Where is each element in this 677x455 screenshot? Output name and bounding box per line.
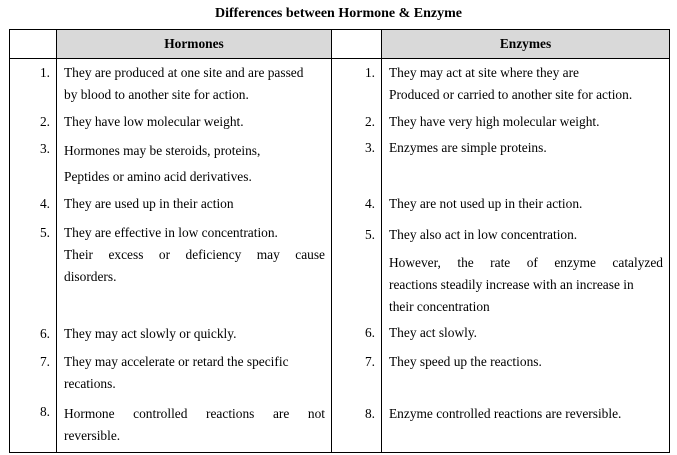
enzyme-number: 6.	[332, 322, 382, 351]
enzyme-text	[382, 222, 670, 322]
enzyme-number: 4.	[332, 193, 382, 222]
text-line: However, the rate of enzyme catalyzed	[389, 254, 663, 270]
hormone-number: 2.	[10, 109, 57, 137]
text-line: They have very high molecular weight.	[389, 113, 600, 129]
hormone-number: 1.	[10, 59, 57, 109]
enzyme-text	[382, 322, 670, 351]
text-line: They are used up in their action	[64, 195, 234, 211]
table-row	[10, 351, 670, 401]
text-line: recations.	[64, 375, 116, 391]
text-line: They speed up the reactions.	[389, 353, 542, 369]
hormone-text	[57, 351, 332, 401]
text-line: They also act in low concentration.	[389, 226, 578, 242]
text-line: They are not used up in their action.	[389, 195, 583, 211]
enzyme-number: 8.	[332, 401, 382, 453]
hormone-text	[57, 401, 332, 453]
text-line: Produced or carried to another site for action.	[389, 87, 633, 102]
text-line: their concentration	[389, 298, 490, 314]
header-hormones: Hormones	[57, 30, 332, 59]
hormone-number: 6.	[10, 322, 57, 351]
hormone-text	[57, 59, 332, 109]
text-line: They are effective in low concentration.	[64, 224, 278, 240]
text-line: They act slowly.	[389, 324, 478, 340]
text-line: They may act slowly or quickly.	[64, 325, 237, 341]
table-row	[10, 401, 670, 453]
header-number-cell	[10, 30, 57, 59]
header-enzymes: Enzymes	[382, 30, 670, 59]
page-title: Differences between Hormone & Enzyme	[214, 6, 462, 21]
table-row	[10, 193, 670, 222]
hormone-text	[57, 322, 332, 351]
enzyme-number: 1.	[332, 59, 382, 109]
text-line: They may accelerate or retard the specific	[64, 353, 289, 369]
text-line: reversible.	[64, 427, 121, 443]
hormone-text	[57, 137, 332, 193]
table-row	[10, 59, 670, 109]
text-line: They may act at site where they are	[389, 65, 579, 80]
enzyme-text	[382, 193, 670, 222]
enzyme-number: 3.	[332, 137, 382, 193]
hormone-text	[57, 222, 332, 322]
enzyme-text	[382, 351, 670, 401]
enzyme-number: 5.	[332, 222, 382, 322]
enzyme-number: 2.	[332, 109, 382, 137]
table-header-row	[10, 30, 670, 59]
text-line: They have low molecular weight.	[64, 113, 244, 129]
table-row	[10, 322, 670, 351]
hormone-number: 3.	[10, 137, 57, 193]
text-line: Enzyme controlled reactions are reversible.	[389, 405, 622, 421]
text-line: by blood to another site for action.	[64, 87, 249, 102]
table-row	[10, 222, 670, 322]
text-line: Peptides or amino acid derivatives.	[64, 168, 252, 184]
comparison-table	[9, 29, 670, 453]
table-row	[10, 109, 670, 137]
text-line: Enzymes are simple proteins.	[389, 139, 547, 155]
hormone-text	[57, 109, 332, 137]
hormone-number: 7.	[10, 351, 57, 401]
header-number-cell	[332, 30, 382, 59]
enzyme-text	[382, 109, 670, 137]
hormone-number: 5.	[10, 222, 57, 322]
text-line: They are produced at one site and are passed	[64, 65, 304, 80]
hormone-number: 8.	[10, 401, 57, 453]
enzyme-text	[382, 401, 670, 453]
text-line: Hormone controlled reactions are not	[64, 405, 325, 421]
text-line: Hormones may be steroids, proteins,	[64, 142, 261, 158]
text-line: reactions steadily increase with an increase in	[389, 276, 634, 292]
enzyme-number: 7.	[332, 351, 382, 401]
hormone-number: 4.	[10, 193, 57, 222]
enzyme-text	[382, 59, 670, 109]
table-row	[10, 137, 670, 193]
hormone-text	[57, 193, 332, 222]
text-line: Their excess or deficiency may cause	[64, 246, 325, 262]
enzyme-text	[382, 137, 670, 193]
text-line: disorders.	[64, 268, 117, 284]
